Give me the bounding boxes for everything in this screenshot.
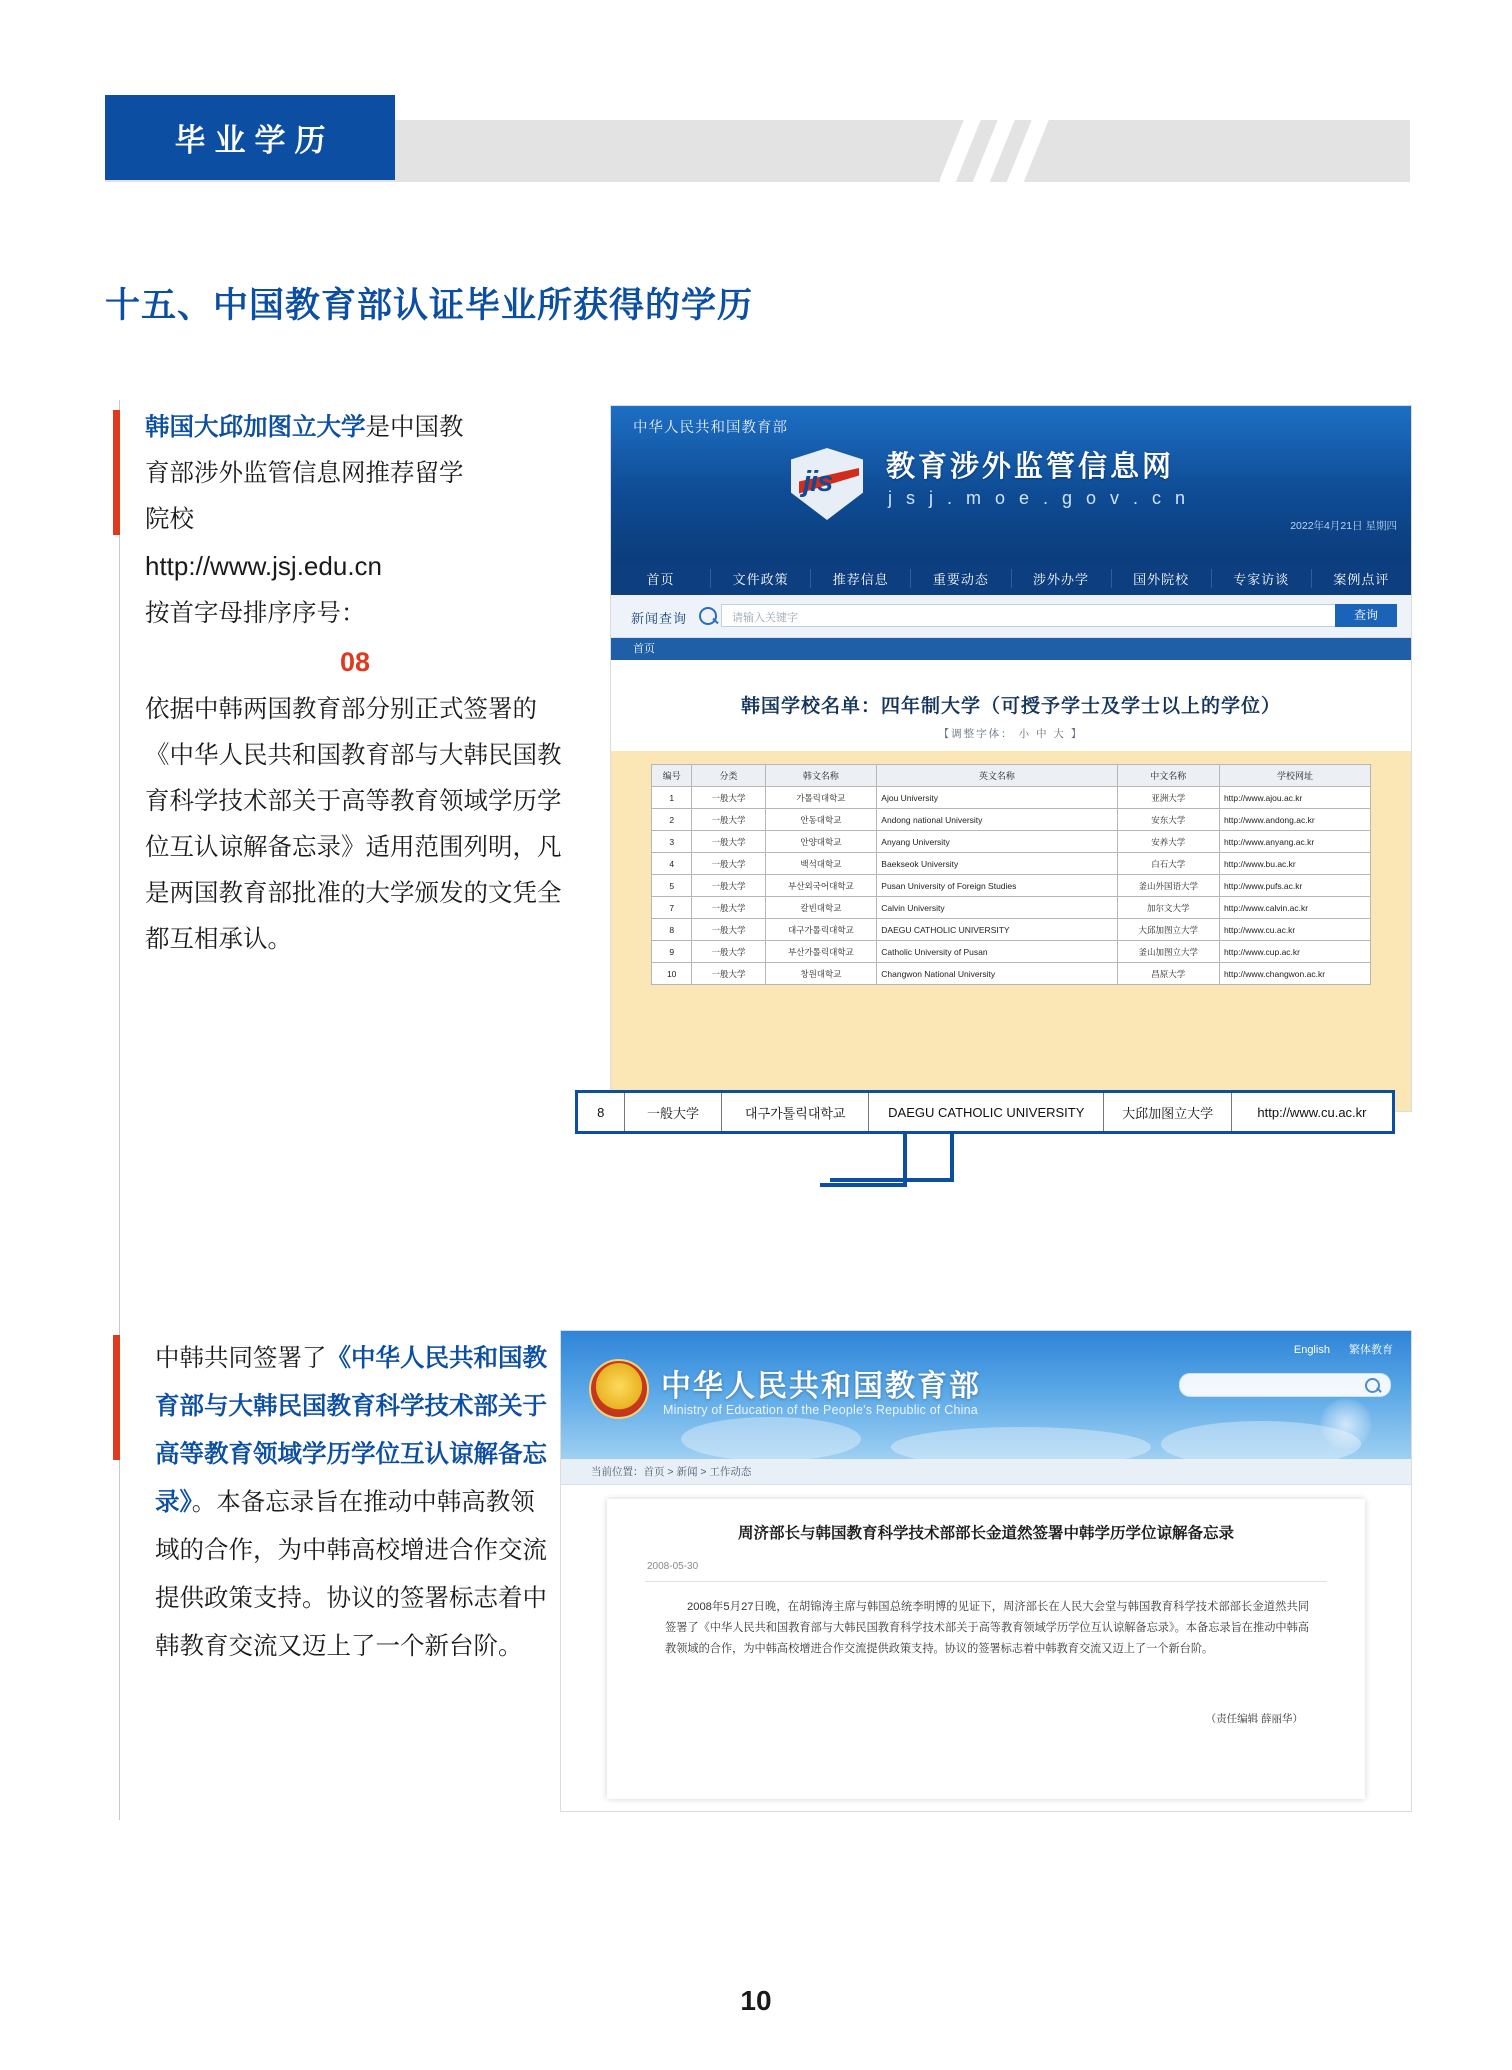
moe-site-subtitle: Ministry of Education of the People's Republic of China <box>663 1403 978 1417</box>
cell-en: Pusan University of Foreign Studies <box>877 875 1117 897</box>
jsj-logo-text: jis <box>803 466 833 498</box>
page-title: 十五、中国教育部认证毕业所获得的学历 <box>105 286 754 325</box>
screenshot-jsj-moe-site <box>610 405 1412 1112</box>
decorative-flower-icon <box>1319 1397 1373 1451</box>
cell-en: Calvin University <box>877 897 1117 919</box>
cell-type: 一般大学 <box>692 897 765 919</box>
jsj-site-domain: j s j . m o e . g o v . c n <box>888 488 1190 508</box>
jsj-site-title: 教育涉外监管信息网 <box>886 451 1175 483</box>
article-title: 周济部长与韩国教育科学技术部部长金道然签署中韩学历学位谅解备忘录 <box>737 1525 1234 1542</box>
cell-url[interactable]: http://www.changwon.ac.kr <box>1219 963 1370 985</box>
cell-no: 1 <box>652 787 692 809</box>
page-number: 10 <box>740 1985 772 2016</box>
cell-no: 8 <box>652 919 692 941</box>
jsj-font-size-control[interactable]: 【调整字体： 小 中 大 】 <box>938 728 1084 740</box>
cell-no: 5 <box>652 875 692 897</box>
sort-note: 按首字母排序序号： <box>145 600 366 627</box>
cell-type: 一般大学 <box>692 787 765 809</box>
cell-no: 9 <box>652 941 692 963</box>
block2-suffix: 。本备忘录旨在推动中韩高教领域的合作，为中韩高校增进合作交流提供政策支持。协议的签署标志着中韩教育交流又迈上了一个新台阶。 <box>155 1489 547 1660</box>
callout-cell-kr: 대구가톨릭대학교 <box>722 1093 869 1131</box>
moe-article-card <box>607 1499 1365 1799</box>
cell-type: 一般大学 <box>692 831 765 853</box>
header-tab-label: 毕业学历 <box>174 123 335 158</box>
cell-kr: 백석대학교 <box>765 853 877 875</box>
table-row <box>652 963 1371 985</box>
cell-url[interactable]: http://www.calvin.ac.kr <box>1219 897 1370 919</box>
table-row <box>652 941 1371 963</box>
article-editor: （责任编辑 薛丽华） <box>1205 1713 1303 1725</box>
cell-en: Ajou University <box>877 787 1117 809</box>
table-header-row <box>652 765 1371 787</box>
cell-url[interactable]: http://www.anyang.ac.kr <box>1219 831 1370 853</box>
cell-kr: 창원대학교 <box>765 963 877 985</box>
text-block-2 <box>155 1335 555 1671</box>
moe-top-links[interactable] <box>1278 1341 1393 1357</box>
cell-no: 4 <box>652 853 692 875</box>
cell-kr: 칼빈대학교 <box>765 897 877 919</box>
jsj-nav-bar[interactable] <box>611 561 1411 595</box>
cell-en: Catholic University of Pusan <box>877 941 1117 963</box>
cell-no: 3 <box>652 831 692 853</box>
accent-bar-2 <box>113 1335 120 1460</box>
moe-site-title: 中华人民共和国教育部 <box>661 1370 981 1403</box>
cell-url[interactable]: http://www.bu.ac.kr <box>1219 853 1370 875</box>
cell-url[interactable]: http://www.cup.ac.kr <box>1219 941 1370 963</box>
jsj-breadcrumb: 首页 <box>611 638 1411 660</box>
search-icon <box>699 607 717 625</box>
search-input[interactable]: 请输入关键字 <box>721 604 1341 627</box>
cell-kr: 부산가톨릭대학교 <box>765 941 877 963</box>
cell-no: 10 <box>652 963 692 985</box>
jsj-search-bar <box>611 595 1411 638</box>
table-row <box>652 919 1371 941</box>
cell-cn: 大邱加图立大学 <box>1117 919 1219 941</box>
cell-type: 一般大学 <box>692 853 765 875</box>
nav-item-overseas-schooling[interactable]: 涉外办学 <box>1012 569 1112 588</box>
block1-paragraph: 依据中韩两国教育部分别正式签署的《中华人民共和国教育部与大韩民国教育科学技术部关于高等教育领域学历学位互认谅解备忘录》适用范围列明，凡是两国教育部批准的大学颁发的文凭全都互相承认。 <box>145 696 562 953</box>
block1-line2: 育部涉外监管信息网推荐留学 <box>145 460 464 487</box>
jsj-date: 2022年4月21日 星期四 <box>1290 520 1397 532</box>
th-type: 分类 <box>692 765 765 787</box>
jsj-table-area <box>611 751 1411 1111</box>
block1-line3: 院校 <box>145 506 194 533</box>
callout-cell-no: 8 <box>578 1093 624 1131</box>
cell-url[interactable]: http://www.andong.ac.kr <box>1219 809 1370 831</box>
cell-en: DAEGU CATHOLIC UNIVERSITY <box>877 919 1117 941</box>
cell-en: Baekseok University <box>877 853 1117 875</box>
table-row <box>652 809 1371 831</box>
cell-kr: 가톨릭대학교 <box>765 787 877 809</box>
cell-kr: 안동대학교 <box>765 809 877 831</box>
moe-breadcrumb: 当前位置：首页 > 新闻 > 工作动态 <box>561 1459 1411 1485</box>
university-name: 韩国大邱加图立大学 <box>145 414 366 441</box>
left-vertical-rule <box>119 400 120 1820</box>
highlighted-table-row <box>575 1090 1395 1134</box>
cell-type: 一般大学 <box>692 809 765 831</box>
screenshot-moe-gov-site <box>560 1330 1412 1812</box>
cell-cn: 釜山加图立大学 <box>1117 941 1219 963</box>
cell-en: Andong national University <box>877 809 1117 831</box>
jsj-moe-line: 中华人民共和国教育部 <box>633 420 788 436</box>
table-row <box>652 853 1371 875</box>
cell-url[interactable]: http://www.ajou.ac.kr <box>1219 787 1370 809</box>
cell-type: 一般大学 <box>692 941 765 963</box>
mou-title: 《中华人民共和国教育部与大韩民国教育科学技术部关于高等教育领域学历学位互认谅解备忘录》 <box>155 1345 547 1516</box>
search-button[interactable]: 查询 <box>1335 604 1397 627</box>
cell-cn: 亚洲大学 <box>1117 787 1219 809</box>
jsj-page-title: 韩国学校名单：四年制大学（可授予学士及学士以上的学位） <box>740 696 1281 717</box>
accent-bar-1 <box>113 410 120 535</box>
nav-item-recommend[interactable]: 推荐信息 <box>811 569 911 588</box>
article-body: 2008年5月27日晚，在胡锦涛主席与韩国总统李明博的见证下，周济部长在人民大会堂与韩国教育科学技术部部长金道然共同签署了《中华人民共和国教育部与大韩民国教育科学技术部关于高等教育领域学历学位互认谅解备忘录》。本备忘录旨在推动中韩高教领域的合作，为中韩高校增进合作交流提供政策支持。协议的签署标志着中韩教育交流又迈上了一个新台阶。 <box>665 1601 1309 1655</box>
cell-en: Anyang University <box>877 831 1117 853</box>
cell-en: Changwon National University <box>877 963 1117 985</box>
table-row <box>652 875 1371 897</box>
th-website: 学校网址 <box>1219 765 1370 787</box>
article-divider <box>645 1581 1327 1582</box>
moe-search-input[interactable] <box>1179 1373 1391 1397</box>
table-row <box>652 897 1371 919</box>
cell-no: 2 <box>652 809 692 831</box>
nav-item-foreign-universities[interactable]: 国外院校 <box>1112 569 1212 588</box>
search-icon[interactable] <box>1365 1378 1380 1393</box>
cell-cn: 加尔文大学 <box>1117 897 1219 919</box>
link-english[interactable]: English <box>1293 1344 1330 1356</box>
block1-line1-rest: 是中国教 <box>365 414 464 441</box>
cell-cn: 白石大学 <box>1117 853 1219 875</box>
search-label: 新闻查询 <box>631 611 688 626</box>
link-traditional[interactable]: 繁体教育 <box>1349 1344 1393 1356</box>
table-row <box>652 831 1371 853</box>
nav-item-case-review[interactable]: 案例点评 <box>1333 571 1390 587</box>
jsj-logo-icon <box>791 448 867 522</box>
block2-prefix: 中韩共同签署了 <box>155 1345 327 1372</box>
th-english-name: 英文名称 <box>877 765 1117 787</box>
cell-type: 一般大学 <box>692 919 765 941</box>
university-list-table <box>651 764 1371 985</box>
cell-type: 一般大学 <box>692 963 765 985</box>
callout-cell-en: DAEGU CATHOLIC UNIVERSITY <box>869 1093 1104 1131</box>
callout-cell-url: http://www.cu.ac.kr <box>1257 1104 1367 1120</box>
cell-kr: 안양대학교 <box>765 831 877 853</box>
header-tab <box>105 95 395 180</box>
header-slash-decoration <box>940 120 1070 182</box>
th-chinese-name: 中文名称 <box>1117 765 1219 787</box>
callout-cell-type: 一般大学 <box>624 1093 722 1131</box>
moe-site-header <box>561 1331 1411 1459</box>
nav-item-expert-interview[interactable]: 专家访谈 <box>1212 569 1312 588</box>
cell-cn: 釜山外国语大学 <box>1117 875 1219 897</box>
sort-number: 08 <box>339 647 371 677</box>
text-block-1 <box>145 405 565 963</box>
cell-url[interactable]: http://www.cu.ac.kr <box>1219 919 1370 941</box>
nav-item-home[interactable]: 首页 <box>611 569 711 588</box>
cell-no: 7 <box>652 897 692 919</box>
national-emblem-icon <box>589 1359 649 1419</box>
cell-cn: 安东大学 <box>1117 809 1219 831</box>
nav-item-news[interactable]: 重要动态 <box>911 569 1011 588</box>
jsj-url: http://www.jsj.edu.cn <box>145 551 382 581</box>
cell-cn: 安养大学 <box>1117 831 1219 853</box>
article-date: 2008-05-30 <box>647 1561 699 1572</box>
jsj-site-header <box>611 406 1411 561</box>
th-no: 编号 <box>652 765 692 787</box>
callout-cell-cn: 大邱加图立大学 <box>1104 1093 1232 1131</box>
cell-url[interactable]: http://www.pufs.ac.kr <box>1219 875 1370 897</box>
cell-cn: 昌原大学 <box>1117 963 1219 985</box>
cell-kr: 대구가톨릭대학교 <box>765 919 877 941</box>
th-korean-name: 韩文名称 <box>765 765 877 787</box>
nav-item-policy[interactable]: 文件政策 <box>711 569 811 588</box>
table-row <box>652 787 1371 809</box>
cell-kr: 부산외국어대학교 <box>765 875 877 897</box>
cell-type: 一般大学 <box>692 875 765 897</box>
